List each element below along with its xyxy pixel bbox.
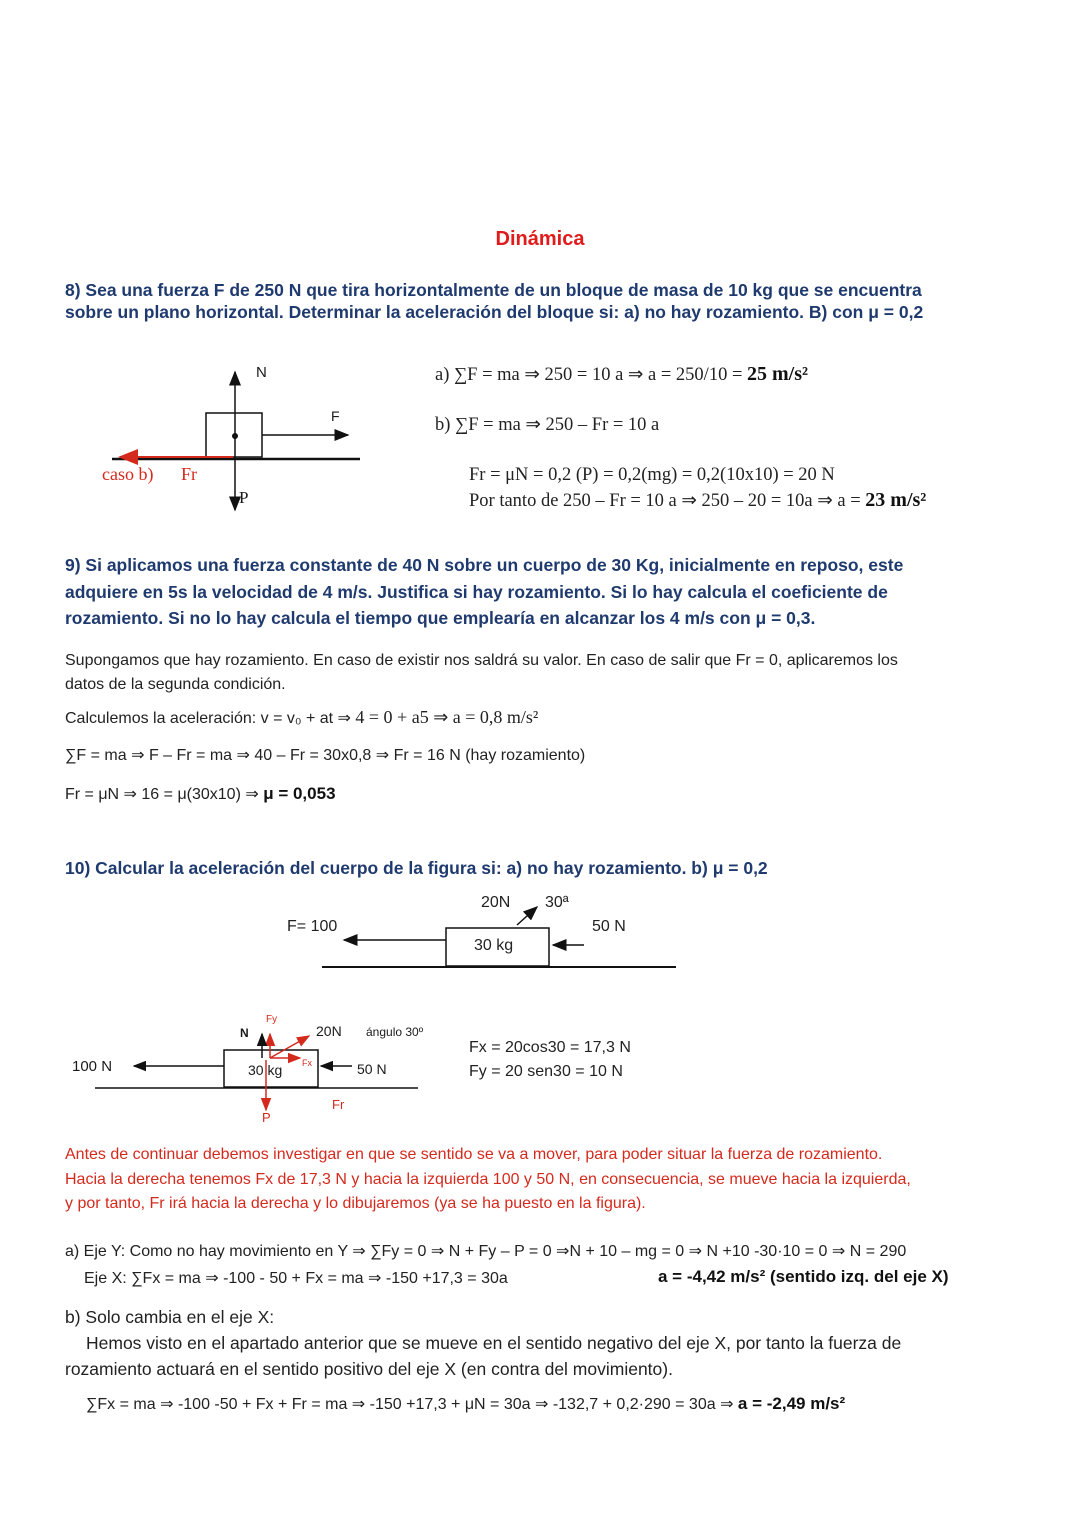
fig2-20-arrow: [270, 1036, 309, 1058]
p10-eje-x-result: a = -4,42 m/s² (sentido izq. del eje X): [658, 1267, 949, 1286]
fig2-label-fx: Fx: [302, 1058, 312, 1068]
p8-center-dot: [232, 433, 238, 439]
fig1-label-20n: 20N: [481, 894, 511, 911]
p8-label-caso: caso b): [102, 464, 154, 484]
p8-b-result: 23 m/s²: [865, 489, 927, 511]
fig1-20-arrow: [517, 907, 537, 925]
p8-por-tanto: [469, 489, 926, 512]
p8-label-n: N: [256, 364, 267, 381]
p10-components: [469, 1036, 631, 1084]
p10-b-head: b) Solo cambia en el eje X:: [65, 1307, 275, 1327]
p9-suppose-line-1: Supongamos que hay rozamiento. En caso de existir nos saldrá su valor. En caso de salir que Fr = 0, aplicaremos los: [65, 652, 898, 669]
fig2-label-angle: ángulo 30º: [366, 1025, 424, 1039]
p8-label-p: P: [239, 488, 249, 507]
p8-a-result: 25 m/s²: [747, 363, 808, 385]
fig2-label-fy: Fy: [266, 1014, 278, 1025]
p8-solution-b: b) ∑F = ma ⇒ 250 – Fr = 10 a: [435, 415, 660, 435]
fig1-label-angle: 30ª: [545, 894, 569, 911]
p9-acc-label: Calculemos la aceleración: v = v₀ + at ⇒: [65, 710, 356, 727]
p10-fx: Fx = 20cos30 = 17,3 N: [469, 1039, 631, 1056]
problem-9-line-3: rozamiento. Si no lo hay calcula el tiempo que emplearía en alcanzar los 4 m/s con μ = 0,3.: [65, 608, 816, 628]
p9-suppose-line-2: datos de la segunda condición.: [65, 676, 286, 693]
p10-eje-x: Eje X: ∑Fx = ma ⇒ -100 - 50 + Fx = ma ⇒ -150 +17,3 = 30a: [84, 1270, 508, 1287]
p9-acceleration: [65, 707, 538, 728]
p10-fy: Fy = 20 sen30 = 10 N: [469, 1063, 623, 1080]
page-title: Dinámica: [495, 228, 585, 250]
fig2-label-n: N: [240, 1026, 249, 1040]
problem-8-line-1: 8) Sea una fuerza F de 250 N que tira horizontalmente de un bloque de masa de 10 kg que se encuentra: [65, 280, 922, 300]
problem-9-line-2: adquiere en 5s la velocidad de 4 m/s. Justifica si hay rozamiento. Si lo hay calcula el coeficiente de: [65, 581, 888, 602]
fig2-label-50: 50 N: [357, 1061, 387, 1077]
p9-acc-equation: 4 = 0 + a5 ⇒ a = 0,8 m/s²: [355, 707, 539, 727]
problem-8-statement: [65, 279, 923, 323]
p10-eje-y: a) Eje Y: Como no hay movimiento en Y ⇒ ∑Fy = 0 ⇒ N + Fy – P = 0 ⇒N + 10 – mg = 0 ⇒ N +10 -30·10 = 0 ⇒ N = 290: [65, 1243, 907, 1260]
problem-9-statement: [65, 552, 903, 632]
fig1-label-50: 50 N: [592, 918, 626, 935]
p9-sum-forces: ∑F = ma ⇒ F – Fr = ma ⇒ 40 – Fr = 30x0,8 ⇒ Fr = 16 N (hay rozamiento): [65, 747, 586, 764]
problem-9-line-1: 9) Si aplicamos una fuerza constante de 40 N sobre un cuerpo de 30 Kg, inicialmente en reposo, este: [65, 555, 904, 575]
fig2-label-100: 100 N: [72, 1058, 113, 1075]
p9-suppose: [65, 649, 898, 697]
p8-b-equation: Por tanto de 250 – Fr = 10 a ⇒ 250 – 20 = 10a ⇒ a =: [469, 491, 866, 511]
p9-mu-equation: Fr = μN ⇒ 16 = μ(30x10) ⇒: [65, 786, 264, 803]
p10-b-line-1: Hemos visto en el apartado anterior que se mueve en el sentido negativo del eje X, por tanto la fuerza de: [86, 1333, 902, 1353]
p10-red-note: [65, 1143, 911, 1217]
p9-mu-result: μ = 0,053: [263, 784, 336, 803]
p10-b-line-2: rozamiento actuará en el sentido positivo del eje X (en contra del movimiento).: [65, 1359, 673, 1379]
fig2-label-p: P: [262, 1110, 271, 1125]
p10-red-line-3: y por tanto, Fr irá hacia la derecha y lo dibujaremos (ya se ha puesto en la figura).: [65, 1195, 646, 1212]
fig1-label-100: F= 100: [287, 918, 338, 935]
p8-solution-a: [435, 363, 808, 386]
problem-10-statement: 10) Calcular la aceleración del cuerpo de la figura si: a) no hay rozamiento. b) μ = 0,2: [65, 858, 768, 878]
fig2-label-mass: 30 kg: [248, 1062, 283, 1078]
p9-mu: [65, 784, 336, 804]
p8-label-f: F: [331, 408, 340, 424]
p8-block: [206, 413, 262, 457]
p10-b-paragraph: [65, 1330, 1025, 1382]
p10-red-line-1: Antes de continuar debemos investigar en que se sentido se va a mover, para poder situar la fuerza de rozamiento.: [65, 1146, 883, 1163]
p10-final-equation: ∑Fx = ma ⇒ -100 -50 + Fx + Fr = ma ⇒ -150 +17,3 + μN = 30a ⇒ -132,7 + 0,2·290 = 30a ⇒: [86, 1396, 738, 1413]
fig2-label-fr: Fr: [332, 1097, 345, 1112]
p8-label-fr: Fr: [181, 464, 198, 484]
problem-8-line-2: sobre un plano horizontal. Determinar la aceleración del bloque si: a) no hay rozamiento. B) con μ = 0,2: [65, 302, 924, 322]
p8-fr-calc: Fr = μN = 0,2 (P) = 0,2(mg) = 0,2(10x10) = 20 N: [469, 465, 835, 485]
p10-final: [86, 1394, 845, 1414]
p10-final-result: a = -2,49 m/s²: [737, 1394, 846, 1413]
p10-red-line-2: Hacia la derecha tenemos Fx de 17,3 N y hacia la izquierda 100 y 50 N, en consecuencia, se mueve hacia la izquierda,: [65, 1170, 911, 1188]
fig1-label-mass: 30 kg: [474, 937, 514, 954]
fig2-label-20n: 20N: [316, 1023, 342, 1039]
p8-a-equation: a) ∑F = ma ⇒ 250 = 10 a ⇒ a = 250/10 =: [435, 365, 747, 385]
